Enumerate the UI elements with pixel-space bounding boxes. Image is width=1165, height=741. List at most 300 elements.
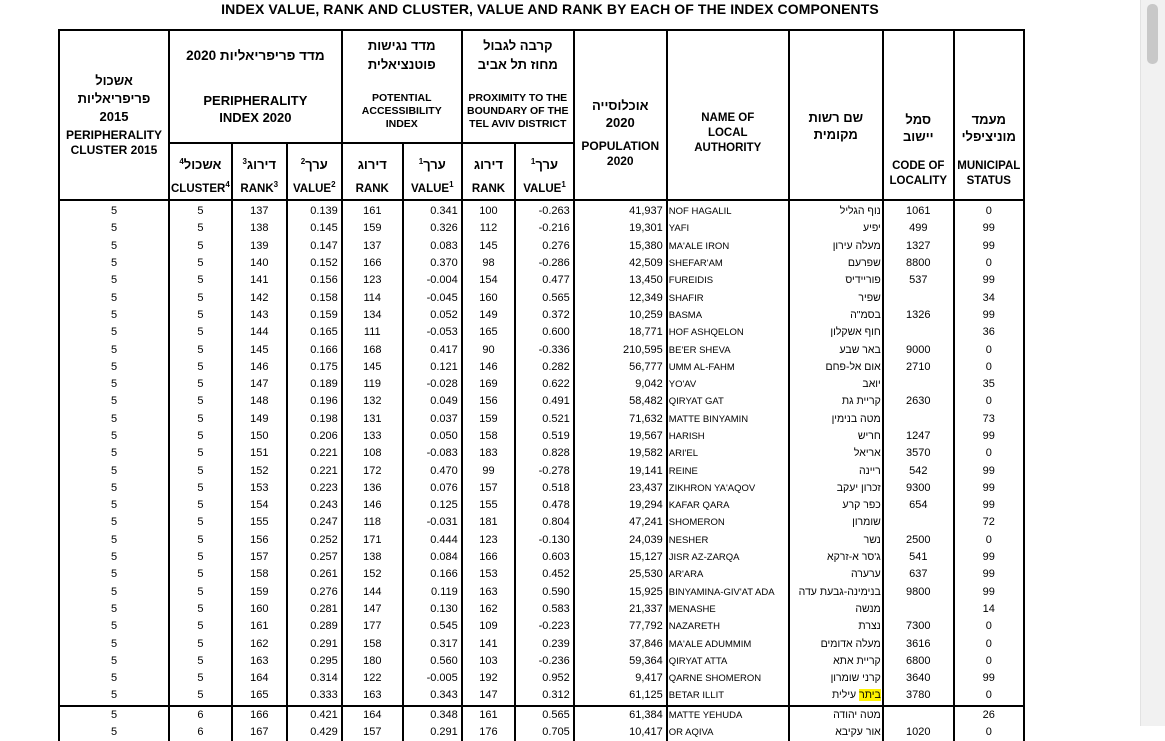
- cell-municipal-status: 0: [954, 359, 1024, 376]
- cell-cluster-2015: 5: [59, 514, 169, 531]
- table-row: [59, 670, 1024, 687]
- cell-proximity-value: 0.828: [515, 445, 574, 462]
- cell-accessibility-rank: 145: [342, 359, 403, 376]
- cell-authority-name-he: מטה יהודה: [789, 706, 883, 724]
- footnote-3b: 3: [273, 180, 279, 189]
- cell-authority-name-en: NAZARETH: [667, 618, 789, 635]
- cell-authority-name-en: MA'ALE IRON: [667, 238, 789, 255]
- cell-accessibility-rank: 131: [342, 411, 403, 428]
- cell-proximity-value: 0.518: [515, 480, 574, 497]
- cell-peripherality-value: 0.295: [287, 653, 342, 670]
- cell-population: 42,509: [574, 255, 667, 272]
- cell-accessibility-rank: 159: [342, 220, 403, 237]
- cell-proximity-value: -0.336: [515, 341, 574, 358]
- cell-peripherality-rank: 142: [232, 289, 287, 306]
- cell-accessibility-value: 0.076: [403, 480, 462, 497]
- cell-peripherality-rank: 146: [232, 359, 287, 376]
- cell-peripherality-value: 0.223: [287, 480, 342, 497]
- cell-municipal-status: 34: [954, 289, 1024, 306]
- cell-authority-name-he: כפר קרע: [789, 497, 883, 514]
- cell-accessibility-value: 0.130: [403, 601, 462, 618]
- cell-population: 13,450: [574, 272, 667, 289]
- table-row: [59, 307, 1024, 324]
- cell-proximity-rank: 162: [462, 601, 515, 618]
- cell-cluster-2015: 5: [59, 566, 169, 583]
- cell-proximity-rank: 145: [462, 238, 515, 255]
- cell-peripherality-value: 0.289: [287, 618, 342, 635]
- cell-cluster-2015: 5: [59, 238, 169, 255]
- cell-peripherality-cluster: 5: [169, 220, 232, 237]
- cell-peripherality-cluster: 5: [169, 514, 232, 531]
- cell-proximity-rank: 166: [462, 549, 515, 566]
- cell-accessibility-value: -0.031: [403, 514, 462, 531]
- cell-population: 19,141: [574, 462, 667, 479]
- cell-peripherality-rank: 158: [232, 566, 287, 583]
- cell-accessibility-rank: 166: [342, 255, 403, 272]
- cell-peripherality-cluster: 5: [169, 393, 232, 410]
- cell-locality-code: [883, 706, 954, 724]
- cell-accessibility-rank: 163: [342, 687, 403, 705]
- cell-proximity-value: -0.236: [515, 653, 574, 670]
- cell-authority-name-en: NESHER: [667, 532, 789, 549]
- cell-peripherality-rank: 144: [232, 324, 287, 341]
- cell-locality-code: [883, 601, 954, 618]
- cell-municipal-status: 99: [954, 670, 1024, 687]
- cell-accessibility-value: 0.050: [403, 428, 462, 445]
- cell-locality-code: 7300: [883, 618, 954, 635]
- cell-locality-code: 1326: [883, 307, 954, 324]
- cell-peripherality-value: 0.221: [287, 445, 342, 462]
- cell-accessibility-rank: 138: [342, 549, 403, 566]
- header-prox-value-en: VALUE: [523, 183, 562, 195]
- header-cluster-2015-he: אשכול פריפריאליות 2015: [77, 73, 151, 124]
- cell-authority-name-en: MATTE YEHUDA: [667, 706, 789, 724]
- cell-authority-name-en: MENASHE: [667, 601, 789, 618]
- cell-authority-name-en: FUREIDIS: [667, 272, 789, 289]
- cell-proximity-value: -0.216: [515, 220, 574, 237]
- cell-cluster-2015: 5: [59, 480, 169, 497]
- cell-authority-name-he: קריית אתא: [789, 653, 883, 670]
- cell-locality-code: [883, 324, 954, 341]
- header-code-he: סמל יישוב: [902, 112, 934, 144]
- cell-proximity-value: 0.276: [515, 238, 574, 255]
- cell-population: 59,364: [574, 653, 667, 670]
- cell-locality-code: 654: [883, 497, 954, 514]
- cell-accessibility-rank: 136: [342, 480, 403, 497]
- cell-authority-name-en: BINYAMINA-GIV'AT ADA: [667, 584, 789, 601]
- cell-proximity-value: 0.600: [515, 324, 574, 341]
- cell-proximity-value: -0.130: [515, 532, 574, 549]
- cell-authority-name-he: מעלה עירון: [789, 238, 883, 255]
- cell-population: 61,384: [574, 706, 667, 724]
- cell-cluster-2015: 5: [59, 462, 169, 479]
- cell-proximity-rank: 183: [462, 445, 515, 462]
- cell-accessibility-value: 0.166: [403, 566, 462, 583]
- cell-proximity-value: 0.804: [515, 514, 574, 531]
- cell-cluster-2015: 5: [59, 411, 169, 428]
- cell-peripherality-cluster: 6: [169, 724, 232, 741]
- cell-proximity-rank: 99: [462, 462, 515, 479]
- cell-peripherality-cluster: 5: [169, 653, 232, 670]
- cell-peripherality-cluster: 5: [169, 566, 232, 583]
- cell-proximity-value: 0.477: [515, 272, 574, 289]
- cell-authority-name-he: אור עקיבא: [789, 724, 883, 741]
- cell-accessibility-value: -0.053: [403, 324, 462, 341]
- cell-accessibility-value: -0.045: [403, 289, 462, 306]
- cell-authority-name-en: SHAFIR: [667, 289, 789, 306]
- cell-proximity-rank: 165: [462, 324, 515, 341]
- cell-authority-name-he: ריינה: [789, 462, 883, 479]
- cell-peripherality-cluster: 5: [169, 428, 232, 445]
- cell-locality-code: 2630: [883, 393, 954, 410]
- cell-peripherality-value: 0.166: [287, 341, 342, 358]
- cell-population: 19,582: [574, 445, 667, 462]
- cell-population: 9,417: [574, 670, 667, 687]
- cell-accessibility-rank: 168: [342, 341, 403, 358]
- cell-peripherality-rank: 150: [232, 428, 287, 445]
- cell-authority-name-he: ג'סר א-זרקא: [789, 549, 883, 566]
- cell-authority-name-en: HOF ASHQELON: [667, 324, 789, 341]
- cell-population: 15,925: [574, 584, 667, 601]
- cell-accessibility-value: 0.119: [403, 584, 462, 601]
- table-row: [59, 341, 1024, 358]
- cell-peripherality-value: 0.243: [287, 497, 342, 514]
- cell-authority-name-he: מנשה: [789, 601, 883, 618]
- header-accessibility-en: POTENTIAL ACCESSIBILITY INDEX: [361, 92, 442, 130]
- cell-proximity-value: 0.521: [515, 411, 574, 428]
- cell-accessibility-rank: 157: [342, 724, 403, 741]
- cell-proximity-value: 0.565: [515, 289, 574, 306]
- cell-accessibility-value: 0.341: [403, 200, 462, 220]
- table-row: [59, 200, 1024, 220]
- cell-peripherality-value: 0.165: [287, 324, 342, 341]
- cell-municipal-status: 99: [954, 220, 1024, 237]
- cell-authority-name-he: יואב: [789, 376, 883, 393]
- cell-accessibility-rank: 147: [342, 601, 403, 618]
- table-row: [59, 601, 1024, 618]
- cell-accessibility-value: 0.052: [403, 307, 462, 324]
- cell-cluster-2015: 5: [59, 324, 169, 341]
- cell-accessibility-rank: 132: [342, 393, 403, 410]
- header-peripherality-index: [169, 30, 342, 143]
- cell-authority-name-he: בנימינה-גבעת עדה: [789, 584, 883, 601]
- cell-proximity-value: 0.952: [515, 670, 574, 687]
- cell-cluster-2015: 5: [59, 724, 169, 741]
- cell-locality-code: 2500: [883, 532, 954, 549]
- cell-authority-name-en: OR AQIVA: [667, 724, 789, 741]
- cell-authority-name-he: שומרון: [789, 514, 883, 531]
- cell-peripherality-rank: 148: [232, 393, 287, 410]
- cell-authority-name-he: נצרת: [789, 618, 883, 635]
- cell-authority-name-en: ARI'EL: [667, 445, 789, 462]
- cell-peripherality-value: 0.159: [287, 307, 342, 324]
- cell-accessibility-rank: 152: [342, 566, 403, 583]
- cell-municipal-status: 99: [954, 307, 1024, 324]
- cell-proximity-value: 0.590: [515, 584, 574, 601]
- header-code-of-locality: [883, 30, 954, 200]
- cell-peripherality-cluster: 6: [169, 706, 232, 724]
- cell-municipal-status: 99: [954, 497, 1024, 514]
- cell-peripherality-cluster: 5: [169, 272, 232, 289]
- cell-locality-code: 8800: [883, 255, 954, 272]
- vertical-scrollbar[interactable]: [1140, 0, 1165, 726]
- cell-population: 61,125: [574, 687, 667, 705]
- cell-peripherality-cluster: 5: [169, 497, 232, 514]
- cell-peripherality-value: 0.421: [287, 706, 342, 724]
- cell-peripherality-rank: 159: [232, 584, 287, 601]
- cell-peripherality-cluster: 5: [169, 445, 232, 462]
- table-row: [59, 359, 1024, 376]
- table-row: [59, 324, 1024, 341]
- cell-proximity-rank: 176: [462, 724, 515, 741]
- cell-authority-name-en: MA'ALE ADUMMIM: [667, 635, 789, 652]
- cell-accessibility-value: 0.317: [403, 635, 462, 652]
- cell-accessibility-rank: 119: [342, 376, 403, 393]
- cell-peripherality-value: 0.156: [287, 272, 342, 289]
- table-row: [59, 238, 1024, 255]
- cell-peripherality-value: 0.314: [287, 670, 342, 687]
- cell-peripherality-rank: 167: [232, 724, 287, 741]
- header-rank-he: דירוג: [246, 157, 277, 172]
- cell-accessibility-rank: 164: [342, 706, 403, 724]
- cell-accessibility-value: 0.049: [403, 393, 462, 410]
- cell-authority-name-he: קרני שומרון: [789, 670, 883, 687]
- cell-municipal-status: 72: [954, 514, 1024, 531]
- cell-accessibility-value: 0.125: [403, 497, 462, 514]
- header-cluster-en: CLUSTER: [171, 183, 226, 195]
- cell-accessibility-rank: 172: [342, 462, 403, 479]
- cell-municipal-status: 99: [954, 584, 1024, 601]
- table-row: [59, 272, 1024, 289]
- cell-peripherality-rank: 141: [232, 272, 287, 289]
- cell-authority-name-en: REINE: [667, 462, 789, 479]
- cell-locality-code: 1020: [883, 724, 954, 741]
- cell-cluster-2015: 5: [59, 289, 169, 306]
- cell-authority-name-he: בסמ"ה: [789, 307, 883, 324]
- cell-proximity-value: 0.491: [515, 393, 574, 410]
- cell-peripherality-value: 0.257: [287, 549, 342, 566]
- cell-peripherality-rank: 161: [232, 618, 287, 635]
- scrollbar-thumb[interactable]: [1147, 4, 1158, 64]
- cell-accessibility-rank: 122: [342, 670, 403, 687]
- cell-authority-name-en: YAFI: [667, 220, 789, 237]
- cell-peripherality-value: 0.221: [287, 462, 342, 479]
- header-population-he: אוכלוסייה 2020: [592, 98, 649, 130]
- cell-population: 56,777: [574, 359, 667, 376]
- table-row: [59, 220, 1024, 237]
- cell-cluster-2015: 5: [59, 255, 169, 272]
- cell-proximity-rank: 98: [462, 255, 515, 272]
- cell-peripherality-cluster: 5: [169, 411, 232, 428]
- header-prox-rank-he: דירוג: [473, 157, 504, 172]
- cell-proximity-value: 0.312: [515, 687, 574, 705]
- cell-peripherality-cluster: 5: [169, 584, 232, 601]
- cell-accessibility-value: 0.545: [403, 618, 462, 635]
- cell-cluster-2015: 5: [59, 706, 169, 724]
- cell-accessibility-rank: 158: [342, 635, 403, 652]
- cell-proximity-rank: 146: [462, 359, 515, 376]
- header-proximity: [462, 30, 574, 143]
- cell-municipal-status: 0: [954, 618, 1024, 635]
- cell-authority-name-he: מטה בנימין: [789, 411, 883, 428]
- header-cluster-2015-en: PERIPHERALITY CLUSTER 2015: [65, 128, 162, 157]
- table-row: [59, 411, 1024, 428]
- header-prox-rank-en: RANK: [471, 183, 506, 195]
- table-row: [59, 532, 1024, 549]
- cell-authority-name-en: QARNE SHOMERON: [667, 670, 789, 687]
- cell-peripherality-cluster: 5: [169, 549, 232, 566]
- cell-peripherality-rank: 145: [232, 341, 287, 358]
- cell-accessibility-rank: 180: [342, 653, 403, 670]
- cell-peripherality-rank: 149: [232, 411, 287, 428]
- cell-municipal-status: 0: [954, 687, 1024, 705]
- cell-municipal-status: 0: [954, 653, 1024, 670]
- cell-proximity-value: -0.223: [515, 618, 574, 635]
- cell-proximity-rank: 163: [462, 584, 515, 601]
- cell-accessibility-value: 0.084: [403, 549, 462, 566]
- header-proximity-he: קרבה לגבול מחוז תל אביב: [477, 38, 558, 72]
- cell-accessibility-rank: 111: [342, 324, 403, 341]
- table-row: [59, 393, 1024, 410]
- cell-proximity-rank: 158: [462, 428, 515, 445]
- cell-peripherality-value: 0.281: [287, 601, 342, 618]
- cell-population: 19,294: [574, 497, 667, 514]
- header-acc-rank-en: RANK: [355, 183, 389, 195]
- cell-proximity-value: 0.622: [515, 376, 574, 393]
- footnote-1a: 1: [418, 157, 424, 166]
- cell-population: 37,846: [574, 635, 667, 652]
- cell-locality-code: [883, 376, 954, 393]
- cell-population: 9,042: [574, 376, 667, 393]
- search-highlight: ביתר: [859, 689, 881, 702]
- cell-authority-name-en: NOF HAGALIL: [667, 200, 789, 220]
- header-rank-en: RANK: [240, 183, 274, 195]
- cell-proximity-rank: 141: [462, 635, 515, 652]
- cell-peripherality-value: 0.276: [287, 584, 342, 601]
- cell-municipal-status: 0: [954, 532, 1024, 549]
- cell-cluster-2015: 5: [59, 532, 169, 549]
- cell-locality-code: 9300: [883, 480, 954, 497]
- cell-municipal-status: 99: [954, 272, 1024, 289]
- table-row: [59, 428, 1024, 445]
- index-table: [58, 29, 1025, 741]
- cell-proximity-value: 0.519: [515, 428, 574, 445]
- table-row: [59, 514, 1024, 531]
- cell-population: 210,595: [574, 341, 667, 358]
- cell-municipal-status: 14: [954, 601, 1024, 618]
- cell-authority-name-en: HARISH: [667, 428, 789, 445]
- cell-locality-code: [883, 289, 954, 306]
- header-proximity-en: PROXIMITY TO THE BOUNDARY OF THE TEL AVIV DISTRICT: [467, 92, 569, 130]
- cell-authority-name-he: יפיע: [789, 220, 883, 237]
- header-acc-value-en: VALUE: [410, 183, 450, 195]
- cell-peripherality-rank: 163: [232, 653, 287, 670]
- cell-peripherality-cluster: 5: [169, 532, 232, 549]
- cell-cluster-2015: 5: [59, 272, 169, 289]
- header-peripherality-value: [287, 143, 342, 200]
- cell-proximity-value: 0.282: [515, 359, 574, 376]
- cell-locality-code: 2710: [883, 359, 954, 376]
- cell-cluster-2015: 5: [59, 376, 169, 393]
- cell-accessibility-rank: 137: [342, 238, 403, 255]
- cell-cluster-2015: 5: [59, 428, 169, 445]
- cell-locality-code: 541: [883, 549, 954, 566]
- cell-peripherality-rank: 154: [232, 497, 287, 514]
- cell-accessibility-rank: 108: [342, 445, 403, 462]
- cell-proximity-rank: 169: [462, 376, 515, 393]
- cell-locality-code: 1247: [883, 428, 954, 445]
- cell-peripherality-rank: 151: [232, 445, 287, 462]
- cell-cluster-2015: 5: [59, 549, 169, 566]
- cell-proximity-value: 0.705: [515, 724, 574, 741]
- table-body: [59, 200, 1024, 741]
- cell-authority-name-he: ביתר עילית: [789, 687, 883, 705]
- cell-peripherality-rank: 140: [232, 255, 287, 272]
- cell-authority-name-en: BETAR ILLIT: [667, 687, 789, 705]
- cell-municipal-status: 35: [954, 376, 1024, 393]
- cell-peripherality-value: 0.429: [287, 724, 342, 741]
- cell-proximity-rank: 100: [462, 200, 515, 220]
- cell-municipal-status: 0: [954, 445, 1024, 462]
- cell-proximity-rank: 156: [462, 393, 515, 410]
- cell-peripherality-rank: 157: [232, 549, 287, 566]
- cell-peripherality-rank: 138: [232, 220, 287, 237]
- cell-proximity-value: 0.452: [515, 566, 574, 583]
- header-prox-value-he: ערך: [535, 157, 559, 172]
- footnote-2: 2: [300, 157, 306, 166]
- cell-peripherality-value: 0.145: [287, 220, 342, 237]
- cell-peripherality-rank: 143: [232, 307, 287, 324]
- cell-cluster-2015: 5: [59, 200, 169, 220]
- cell-peripherality-cluster: 5: [169, 255, 232, 272]
- table-row: [59, 584, 1024, 601]
- cell-peripherality-rank: 147: [232, 376, 287, 393]
- cell-authority-name-he: ערערה: [789, 566, 883, 583]
- table-row: [59, 549, 1024, 566]
- cell-locality-code: 499: [883, 220, 954, 237]
- header-peripherality-he: מדד פריפריאליות 2020: [186, 48, 325, 63]
- table-row: [59, 724, 1024, 741]
- cell-peripherality-rank: 153: [232, 480, 287, 497]
- cell-cluster-2015: 5: [59, 220, 169, 237]
- cell-proximity-value: 0.603: [515, 549, 574, 566]
- cell-authority-name-en: YO'AV: [667, 376, 789, 393]
- table-row: [59, 462, 1024, 479]
- cell-population: 18,771: [574, 324, 667, 341]
- cell-authority-name-en: UMM AL-FAHM: [667, 359, 789, 376]
- header-population-en: POPULATION 2020: [581, 139, 660, 168]
- cell-authority-name-en: SHOMERON: [667, 514, 789, 531]
- header-code-en: CODE OF LOCALITY: [889, 160, 948, 187]
- cell-peripherality-value: 0.198: [287, 411, 342, 428]
- cell-locality-code: 9800: [883, 584, 954, 601]
- cell-locality-code: 1327: [883, 238, 954, 255]
- cell-peripherality-rank: 139: [232, 238, 287, 255]
- cell-accessibility-rank: 146: [342, 497, 403, 514]
- cell-locality-code: 9000: [883, 341, 954, 358]
- cell-authority-name-he: שפיר: [789, 289, 883, 306]
- cell-accessibility-rank: 171: [342, 532, 403, 549]
- cell-peripherality-value: 0.261: [287, 566, 342, 583]
- cell-accessibility-rank: 177: [342, 618, 403, 635]
- table-row: [59, 497, 1024, 514]
- cell-authority-name-he: נוף הגליל: [789, 200, 883, 220]
- cell-accessibility-value: 0.444: [403, 532, 462, 549]
- cell-proximity-rank: 154: [462, 272, 515, 289]
- cell-authority-name-he: אום אל-פחם: [789, 359, 883, 376]
- cell-peripherality-cluster: 5: [169, 670, 232, 687]
- cell-peripherality-cluster: 5: [169, 601, 232, 618]
